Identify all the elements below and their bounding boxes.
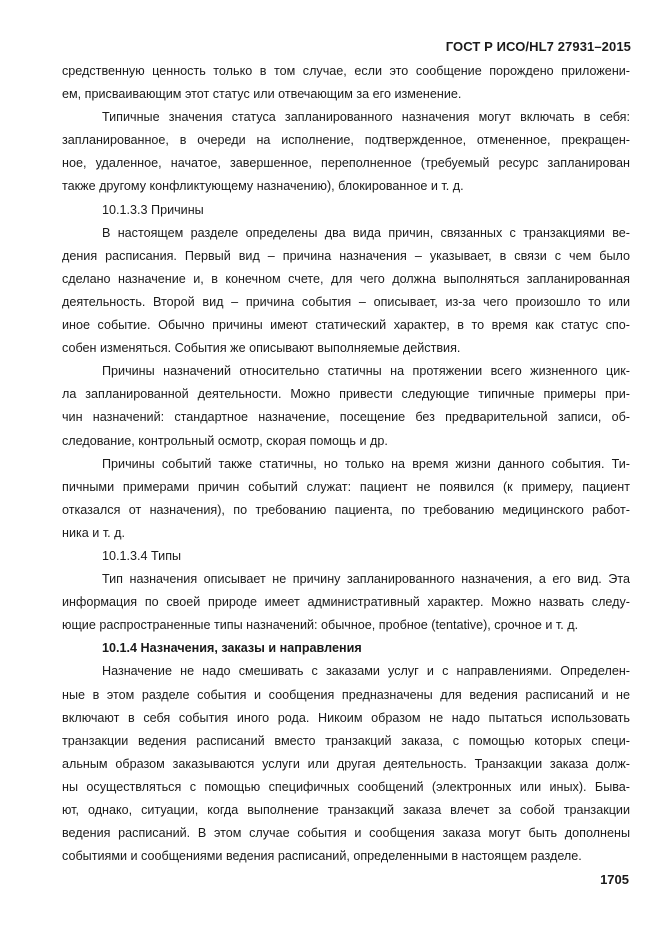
text-line: ны осуществляться с помощью специфичных сообщений (электронных или иных). Быва- — [62, 779, 630, 794]
text-line: запланированное, в очереди на исполнение, подтвержденное, отмененное, прекращен- — [62, 133, 630, 148]
section-heading: 10.1.4 Назначения, заказы и направления — [102, 641, 362, 656]
text-line: альным образом заказываются услуги или другая деятельность. Транзакции заказа долж- — [62, 756, 630, 771]
text-line: транзакции ведения расписаний вместо транзакций заказа, с помощью которых специ- — [62, 733, 630, 748]
text-line: Причины событий также статичны, но только на время жизни данного события. Ти- — [102, 456, 630, 471]
text-line: средственную ценность только в том случае, если это сообщение порождено приложени- — [62, 64, 630, 78]
text-line: В настоящем разделе определены два вида причин, связанных с транзакциями ве- — [102, 225, 630, 240]
text-line: ем, присваивающим этот статус или отвечающим за его изменение. — [62, 87, 462, 102]
text-line: деятельность. Второй вид – причина события – описывает, из-за чего произошло то или — [62, 294, 630, 309]
text-line: ника и т. д. — [62, 525, 126, 540]
text-line: Назначение не надо смешивать с заказами услуг и с направлениями. Определен- — [102, 664, 630, 679]
text-line: событиями и сообщениями ведения расписаний, определенными в настоящем разделе. — [62, 849, 582, 864]
text-line: сделано назначение и, в конечном счете, для чего должна выполняться запланированная — [62, 271, 630, 286]
document-header: ГОСТ Р ИСО/HL7 27931–2015 — [445, 39, 631, 54]
text-line: следование, контрольный осмотр, скорая помощь и др. — [62, 433, 388, 448]
text-line: 10.1.3.3 Причины — [102, 202, 204, 217]
text-line: 10.1.3.4 Типы — [102, 548, 182, 563]
text-line: ные в этом разделе события и сообщения предназначены для ведения расписаний и не — [62, 687, 630, 702]
text-line: собен изменяться. События же описывают выполняемые действия. — [62, 341, 461, 356]
text-line: Тип назначения описывает не причину запланированного назначения, а его вид. Эта — [102, 572, 630, 587]
text-line: ла запланированной деятельности. Можно привести следующие типичные примеры при- — [62, 387, 630, 402]
text-line: также другому конфликтующему назначению), блокированное и т. д. — [62, 179, 464, 194]
text-line: ют, однако, ситуации, когда выполнение транзакций заказа влечет за собой транзакции — [62, 803, 630, 817]
text-line: Типичные значения статуса запланированного назначения могут включать в себя: — [102, 110, 630, 125]
text-line: чин назначений: стандартное назначение, посещение без предварительной записи, об- — [62, 410, 630, 425]
text-line: ное, удаленное, начатое, завершенное, переполненное (требуемый ресурс запланирован — [62, 156, 630, 171]
text-line: Причины назначений относительно статичны на протяжении всего жизненного цик- — [102, 364, 630, 379]
text-line: отказался от назначения), по требованию пациента, по требованию медицинского работ- — [62, 502, 630, 517]
document-body — [62, 60, 630, 868]
text-line: пичными примерами причин событий служат: пациент не появился (к примеру, пациент — [62, 479, 630, 494]
text-line: ведения расписаний. В этом случае события и сообщения заказа могут быть дополнены — [62, 826, 630, 841]
text-line: иное событие. Обычно причины имеют статический характер, в то время как статус спо- — [62, 318, 630, 333]
text-line: включают в себя события иного рода. Никоим образом не надо пытаться использовать — [62, 710, 630, 725]
text-line: ющие распространенные типы назначений: обычное, пробное (tentative), срочное и т. д. — [62, 618, 579, 633]
page-number: 1705 — [600, 872, 629, 887]
text-line: информация по своей природе имеет административный характер. Можно назвать следу- — [62, 595, 630, 610]
text-line: дения расписания. Первый вид – причина назначения – указывает, в связи с чем было — [62, 248, 630, 263]
